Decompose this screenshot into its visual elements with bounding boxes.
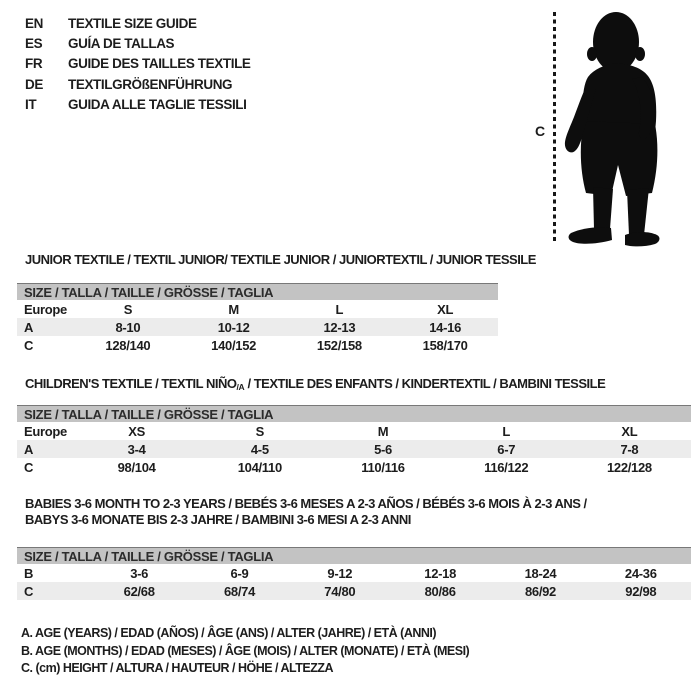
table-row [17,300,498,318]
size-cell: 122/128 [606,459,652,475]
children-title-text: / TEXTILE DES ENFANTS / KINDERTEXTIL / BAMBINI TESSILE [244,376,606,391]
footnote-c: C. (cm) HEIGHT / ALTURA / HAUTEUR / HÖHE / ALTEZZA [21,661,334,676]
babies-title-line2: BABYS 3-6 MONATE BIS 2-3 JAHRE / BAMBINI 3-6 MESI A 2-3 ANNI [25,511,411,527]
language-code: EN [25,15,43,31]
guide-title: GUIDE DES TAILLES TEXTILE [68,56,251,72]
row-label: C [24,583,34,599]
size-cell: L [502,423,511,439]
row-label: B [24,565,34,581]
size-cell: 9-12 [327,565,353,581]
size-cell: 14-16 [429,319,461,335]
junior-size-table [17,283,498,354]
size-cell: XL [437,301,454,317]
size-cell: 62/68 [123,583,155,599]
table-row [17,458,691,476]
size-table-header: SIZE / TALLA / TAILLE / GRÖSSE / TAGLIA [17,547,691,564]
size-cell: 12-13 [323,319,356,335]
size-cell: M [228,301,239,317]
size-cell: 74/80 [324,583,356,599]
size-cell: 6-9 [230,565,249,581]
children-title-subscript: /A [236,382,245,392]
size-cell: 3-4 [127,441,146,457]
size-cell: 10-12 [217,319,250,335]
size-table-header: SIZE / TALLA / TAILLE / GRÖSSE / TAGLIA [17,405,691,422]
children-title-text: CHILDREN'S TEXTILE / TEXTIL NIÑO [25,376,237,391]
size-cell: L [335,301,344,317]
size-cell: S [255,423,264,439]
size-cell: XL [621,423,638,439]
language-code: IT [25,96,37,112]
junior-section-title: JUNIOR TEXTILE / TEXTIL JUNIOR/ TEXTILE JUNIOR / JUNIORTEXTIL / JUNIOR TESSILE [25,252,536,267]
language-row [25,54,251,74]
babies-size-table [17,547,691,600]
table-row [17,336,498,354]
row-label: Europe [24,301,67,317]
table-row [17,564,691,582]
row-label: A [24,319,34,335]
size-cell: 152/158 [316,337,362,353]
size-cell: 80/86 [424,583,456,599]
children-section-title [25,376,605,396]
size-cell: 8-10 [115,319,141,335]
table-row [17,582,691,600]
row-label: A [24,441,34,457]
size-cell: 18-24 [524,565,557,581]
guide-title: GUIDA ALLE TAGLIE TESSILI [68,96,247,112]
height-measure-label: C [535,123,546,139]
size-cell: 5-6 [374,441,392,457]
size-cell: 140/152 [211,337,257,353]
language-row [25,74,251,94]
size-cell: 92/98 [625,583,657,599]
size-table-header: SIZE / TALLA / TAILLE / GRÖSSE / TAGLIA [17,283,498,300]
row-label: Europe [24,423,67,439]
guide-title: TEXTILE SIZE GUIDE [68,15,197,31]
toddler-silhouette-icon [556,9,662,247]
language-title-list [25,13,251,114]
language-code: FR [25,56,43,72]
row-label: C [24,337,34,353]
size-cell: 4-5 [250,441,269,457]
table-row [17,440,691,458]
size-cell: S [123,301,133,317]
size-cell: 12-18 [424,565,457,581]
language-code: DE [25,76,43,92]
size-cell: 68/74 [223,583,256,599]
size-cell: 116/122 [484,459,529,475]
size-cell: 110/116 [361,459,405,475]
language-code: ES [25,35,43,51]
table-row [17,318,498,336]
size-cell: 128/140 [105,337,151,353]
size-cell: 6-7 [497,441,516,457]
language-row [25,13,251,33]
children-size-table [17,405,691,476]
language-row [25,94,251,114]
size-cell: 158/170 [422,337,468,353]
guide-title: GUÍA DE TALLAS [68,35,175,51]
row-label: C [24,459,34,475]
footnote-legend [21,625,469,678]
table-row [17,422,691,440]
footnote-b: B. AGE (MONTHS) / EDAD (MESES) / ÂGE (MOIS) / ALTER (MONATE) / ETÀ (MESI) [21,643,470,658]
size-cell: M [377,423,389,439]
language-row [25,33,251,53]
size-cell: 98/104 [117,459,156,475]
guide-title: TEXTILGRÖßENFÜHRUNG [68,76,233,92]
footnote-a: A. AGE (YEARS) / EDAD (AÑOS) / ÂGE (ANS) / ALTER (JAHRE) / ETÀ (ANNI) [21,626,437,640]
size-cell: 24-36 [624,565,657,581]
size-cell: 86/92 [524,583,556,599]
babies-title-line1: BABIES 3-6 MONTH TO 2-3 YEARS / BEBÉS 3-6 MESES A 2-3 AÑOS / BÉBÉS 3-6 MOIS À 2-3 ANS / [25,496,587,511]
size-cell: 104/110 [237,459,282,475]
babies-section-title [25,496,587,527]
size-cell: 7-8 [620,441,639,457]
size-cell: 3-6 [130,565,149,581]
size-cell: XS [128,423,145,439]
